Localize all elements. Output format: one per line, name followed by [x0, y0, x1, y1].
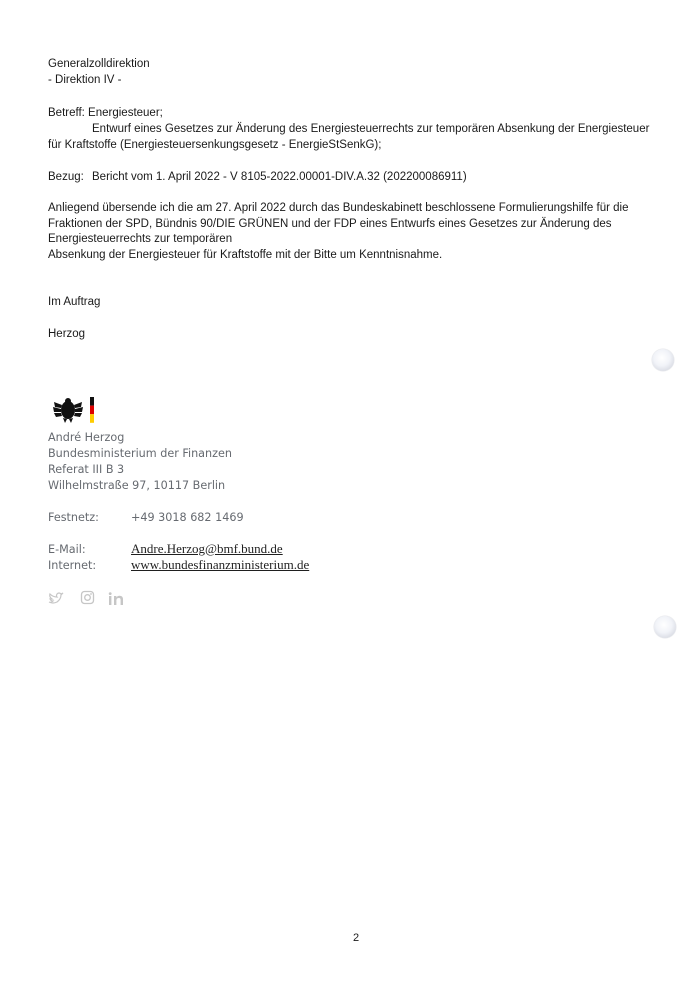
subject-line: für Kraftstoffe (Energiesteuersenkungsgesetz - EnergieStSenkG);: [48, 139, 382, 151]
subject-line: Entwurf eines Gesetzes zur Änderung des Energiesteuerrechts zur temporären Absenkung der Energiesteuer: [92, 123, 650, 135]
email-label: E-Mail:: [48, 543, 86, 556]
body-line: Fraktionen der SPD, Bündnis 90/DIE GRÜNEN und der FDP eines Entwurfs eines Gesetzes zur Änderung des: [48, 218, 612, 230]
linkedin-icon[interactable]: [108, 592, 126, 610]
body-line: Anliegend übersende ich die am 27. April 2022 durch das Bundeskabinett beschlossene Formulierungshilfe für die: [48, 202, 629, 214]
punch-hole-mark: [652, 349, 674, 371]
signature-unit: Referat III B 3: [48, 463, 125, 476]
subject-label: Betreff: Energiesteuer;: [48, 107, 163, 119]
reference-label: Bezug:: [48, 171, 84, 183]
closing-name: Herzog: [48, 328, 86, 340]
signature-address: Wilhelmstraße 97, 10117 Berlin: [48, 479, 226, 492]
body-line: Absenkung der Energiesteuer für Kraftstoffe mit der Bitte um Kenntnisnahme.: [48, 249, 443, 261]
phone-label: Festnetz:: [48, 511, 99, 524]
punch-hole-mark: [654, 616, 676, 638]
signature-name: André Herzog: [48, 431, 125, 444]
website-link[interactable]: www.bundesfinanzministerium.de: [131, 557, 310, 572]
phone-number: +49 3018 682 1469: [131, 511, 244, 524]
twitter-icon[interactable]: [48, 592, 64, 610]
web-label: Internet:: [48, 559, 97, 572]
closing-phrase: Im Auftrag: [48, 296, 101, 308]
body-line: Energiesteuerrechts zur temporären: [48, 233, 233, 245]
signature-ministry: Bundesministerium der Finanzen: [48, 447, 232, 460]
reference-text: Bericht vom 1. April 2022 - V 8105-2022.00001-DIV.A.32 (202200086911): [92, 171, 467, 183]
federal-eagle-logo: [52, 396, 102, 424]
instagram-icon[interactable]: [80, 590, 95, 609]
email-link[interactable]: Andre.Herzog@bmf.bund.de: [131, 541, 283, 556]
recipient-division: - Direktion IV -: [48, 74, 122, 86]
recipient-org: Generalzolldirektion: [48, 58, 150, 70]
page-number: 2: [352, 932, 360, 944]
